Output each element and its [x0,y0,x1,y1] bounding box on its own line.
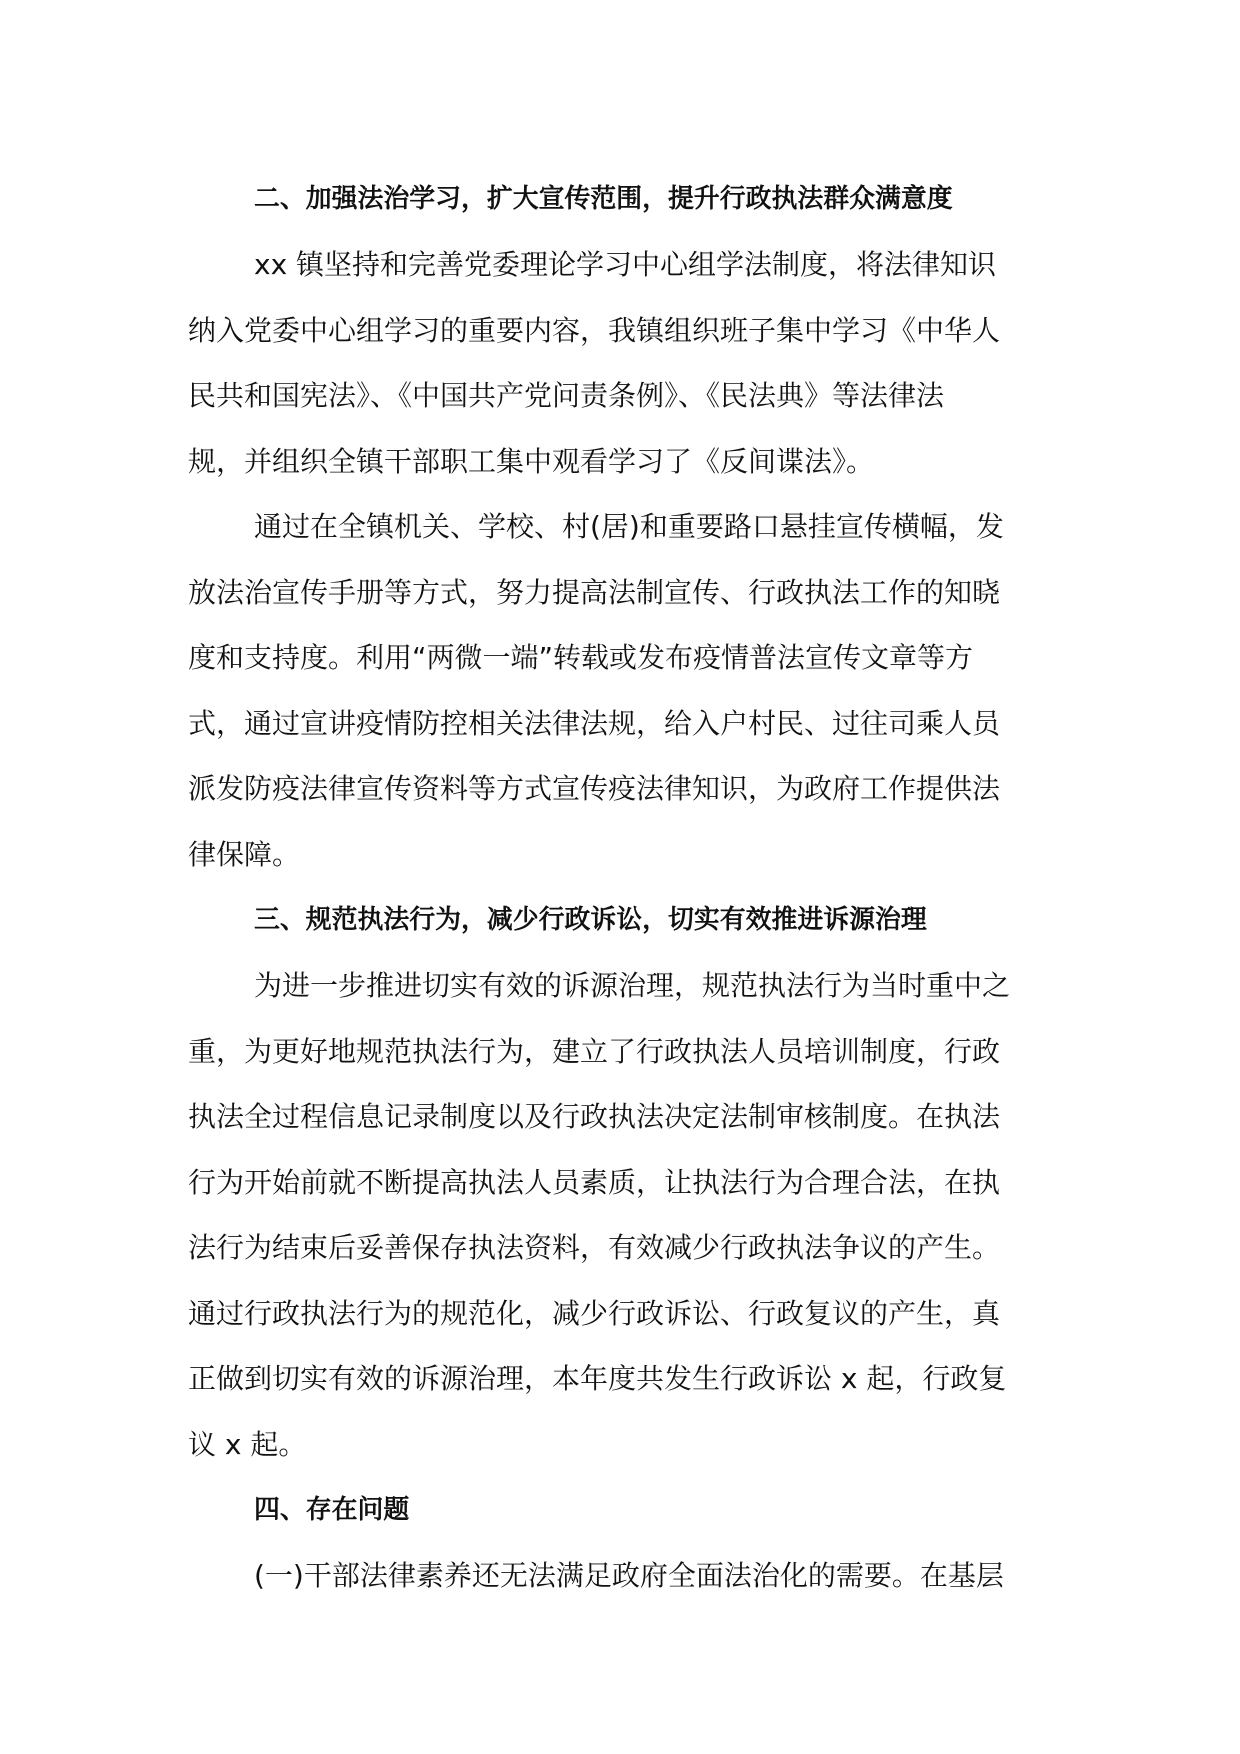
paragraph-line: 派发防疫法律宣传资料等方式宣传疫法律知识，为政府工作提供法 [188,772,1001,805]
paragraph-line: 通过行政执法行为的规范化，减少行政诉讼、行政复议的产生，真 [188,1296,1001,1330]
paragraph-line: 纳入党委中心组学习的重要内容，我镇组织班子集中学习《中华人 [188,313,1001,347]
section-heading-4: 四、存在问题 [254,1495,410,1525]
paragraph-line: 度和支持度。利用“两微一端”转载或发布疫情普法宣传文章等方 [188,641,974,674]
paragraph-line: 正做到切实有效的诉源治理，本年度共发生行政诉讼 x 起，行政复 [188,1362,1007,1395]
paragraph-line: xx 镇坚持和完善党委理论学习中心组学法制度，将法律知识 [254,248,997,281]
paragraph-line: 律保障。 [188,837,301,871]
paragraph-line: 议 x 起。 [188,1427,307,1461]
paragraph-line: 执法全过程信息记录制度以及行政执法决定法制审核制度。在执法 [188,1100,1001,1133]
paragraph-line: 为进一步推进切实有效的诉源治理，规范执法行为当时重中之 [254,969,1011,1002]
paragraph-line: 民共和国宪法》、《中国共产党问责条例》、《民法典》等法律法 [188,379,945,412]
paragraph-line: 通过在全镇机关、学校、村(居)和重要路口悬挂宣传横幅，发 [254,510,1004,543]
paragraph [188,1543,1060,1609]
paragraph [188,494,1060,887]
paragraph-line: 行为开始前就不断提高执法人员素质，让执法行为合理合法，在执 [188,1165,1001,1199]
paragraph-line: 放法治宣传手册等方式，努力提高法制宣传、行政执法工作的知晓 [188,575,1001,609]
paragraph [188,232,1060,494]
section-heading-2: 二、加强法治学习，扩大宣传范围，提升行政执法群众满意度 [254,184,953,214]
paragraph-line: (一)干部法律素养还无法满足政府全面法治化的需要。在基层 [254,1559,1004,1592]
paragraph [188,953,1060,1477]
section-heading-3: 三、规范执法行为，减少行政诉讼，切实有效推进诉源治理 [254,905,927,935]
paragraph-line: 式，通过宣讲疫情防控相关法律法规，给入户村民、过往司乘人员 [188,706,1001,740]
paragraph-line: 法行为结束后妥善保存执法资料，有效减少行政执法争议的产生。 [188,1231,1001,1264]
paragraph-line: 重，为更好地规范执法行为，建立了行政执法人员培训制度，行政 [188,1034,1001,1068]
document-body [188,166,1060,1609]
paragraph-line: 规，并组织全镇干部职工集中观看学习了《反间谍法》。 [188,444,875,478]
